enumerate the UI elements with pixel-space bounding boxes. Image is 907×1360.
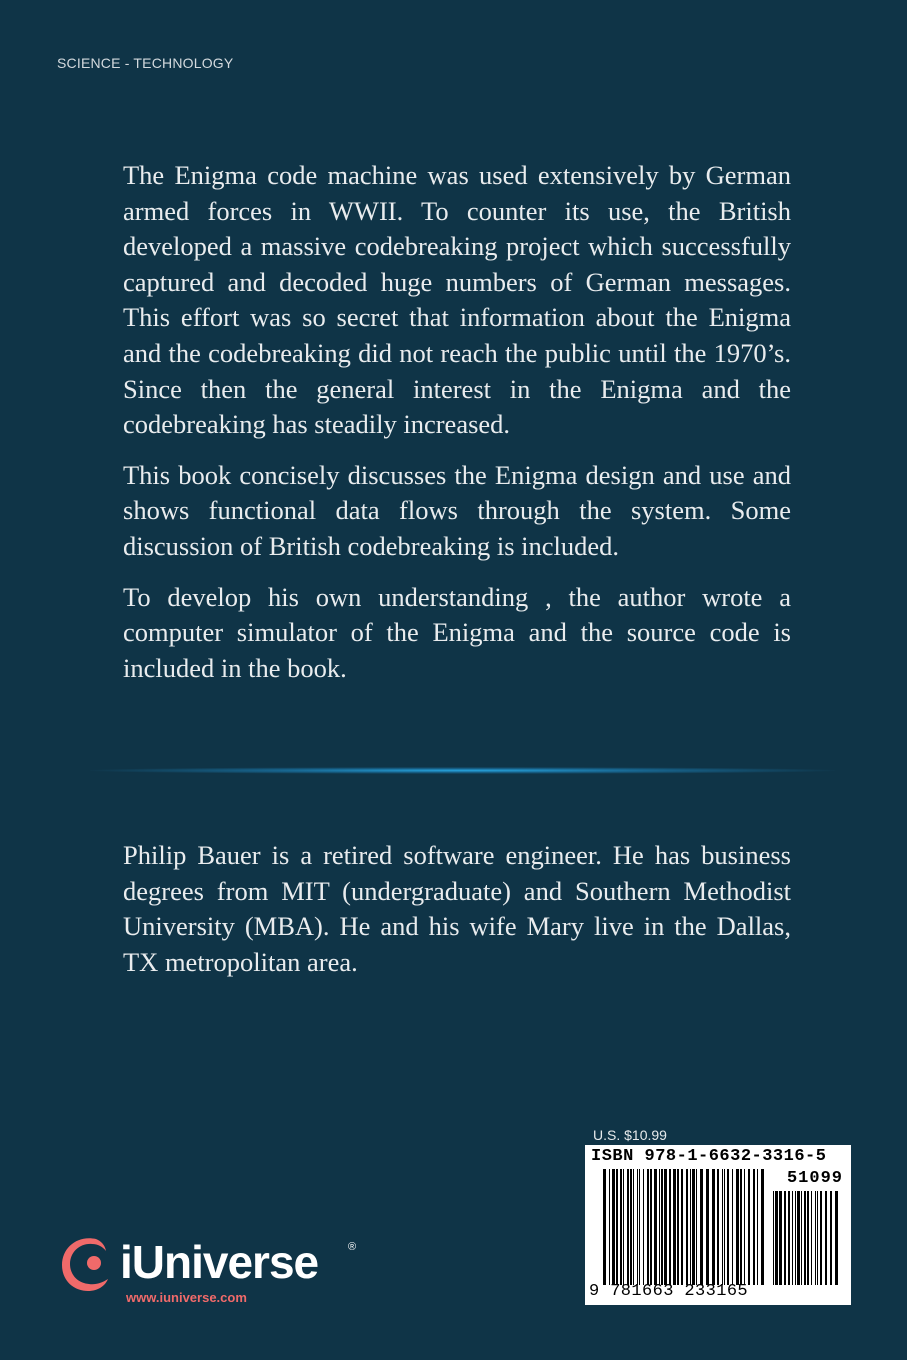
barcode-bar — [633, 1169, 634, 1285]
barcode-bar — [717, 1169, 719, 1285]
description-paragraph-2: This book concisely discusses the Enigma design and use and shows functional data flows through the system. Some discussion of British codebreaking is included. — [123, 459, 791, 561]
barcode-bar — [740, 1169, 742, 1285]
barcode-bar — [696, 1169, 697, 1285]
barcode-bar — [700, 1169, 703, 1285]
barcode-bar — [779, 1191, 782, 1285]
barcode-bar — [820, 1191, 822, 1285]
barcode-bar — [630, 1169, 632, 1285]
barcode-bar — [788, 1191, 790, 1285]
book-description — [123, 158, 791, 701]
barcode-bar — [637, 1169, 638, 1285]
barcode-bar — [775, 1191, 778, 1285]
barcode-bar — [727, 1169, 729, 1285]
publisher-url: www.iuniverse.com — [126, 1290, 247, 1305]
barcode-bar — [620, 1169, 622, 1285]
description-paragraph-1: The Enigma code machine was used extensively by German armed forces in WWII. To counter its use, the British developed a massive codebreaking project which successfully captured and decoded huge numbers of German messages. This effort was so secret that information about the Enigma and the codebreaking did not reach the public until the 1970’s. Since then the general interest in the Enigma and the codebreaking has steadily increased. — [123, 160, 791, 440]
section-divider — [90, 767, 835, 774]
barcode-bar — [692, 1169, 695, 1285]
barcode-bar — [650, 1169, 652, 1285]
barcode-bar — [804, 1191, 806, 1285]
barcode-bar — [773, 1191, 774, 1285]
barcode-bar — [753, 1169, 755, 1285]
barcode-bar — [815, 1191, 816, 1285]
iuniverse-swirl-icon — [58, 1233, 120, 1295]
barcode-bar — [659, 1169, 660, 1285]
barcode-bar — [825, 1191, 827, 1285]
barcode-bar — [724, 1169, 725, 1285]
barcode-bar — [673, 1169, 676, 1285]
isbn-barcode — [585, 1145, 851, 1305]
barcode-bar — [664, 1169, 667, 1285]
barcode-bar — [748, 1169, 750, 1285]
barcode-bar — [612, 1169, 615, 1285]
description-paragraph-3: To develop his own understanding , the author wrote a computer simulator of the Enigma and the source code is included in the book. — [123, 581, 791, 683]
barcode-bar — [643, 1169, 644, 1285]
barcode-bar — [830, 1191, 832, 1285]
barcode-bar — [801, 1191, 802, 1285]
publisher-logo — [58, 1233, 358, 1313]
barcode-bar — [639, 1169, 640, 1285]
registered-mark: ® — [348, 1241, 357, 1253]
price-label: U.S. $10.99 — [593, 1127, 667, 1143]
barcode-price-code: 51099 — [786, 1169, 843, 1188]
author-bio: Philip Bauer is a retired software engineer. He has business degrees from MIT (undergraduate) and Southern Methodist University (MBA). He and his wife Mary live in the Dallas, TX metropolitan area. — [123, 840, 791, 977]
barcode-bar — [677, 1169, 679, 1285]
barcode-bar — [811, 1191, 812, 1285]
isbn-number: ISBN 978-1-6632-3316-5 — [591, 1147, 827, 1166]
barcode-bar — [732, 1169, 733, 1285]
barcode-bar — [817, 1191, 818, 1285]
barcode-bar — [654, 1169, 657, 1285]
publisher-name: iUniverse — [120, 1236, 319, 1288]
barcode-bar — [609, 1169, 610, 1285]
barcode-bar — [681, 1169, 683, 1285]
barcode-bar — [797, 1191, 800, 1285]
barcode-bar — [690, 1169, 691, 1285]
barcode-bar — [792, 1191, 793, 1285]
barcode-bar — [795, 1191, 796, 1285]
barcode-bar — [686, 1169, 688, 1285]
barcode-bar — [647, 1169, 649, 1285]
barcode-bar — [669, 1169, 671, 1285]
barcode-bar — [616, 1169, 618, 1285]
barcode-bar — [784, 1191, 786, 1285]
barcode-bar — [807, 1191, 809, 1285]
category-label: SCIENCE - TECHNOLOGY — [57, 55, 234, 71]
barcode-bar — [627, 1169, 629, 1285]
barcode-bar — [757, 1169, 758, 1285]
barcode-bar — [722, 1169, 723, 1285]
barcode-bar — [706, 1169, 709, 1285]
barcode-bar — [603, 1169, 606, 1285]
barcode-bar — [835, 1191, 838, 1285]
barcode-bar — [761, 1169, 764, 1285]
ean-barcode-bars — [603, 1169, 765, 1285]
addon-barcode-bars — [773, 1191, 843, 1285]
ean-digits: 9 781663 233165 — [589, 1282, 749, 1301]
barcode-bar — [736, 1169, 739, 1285]
barcode-bar — [623, 1169, 624, 1285]
barcode-bar — [712, 1169, 715, 1285]
barcode-bar — [744, 1169, 745, 1285]
barcode-bar — [661, 1169, 663, 1285]
